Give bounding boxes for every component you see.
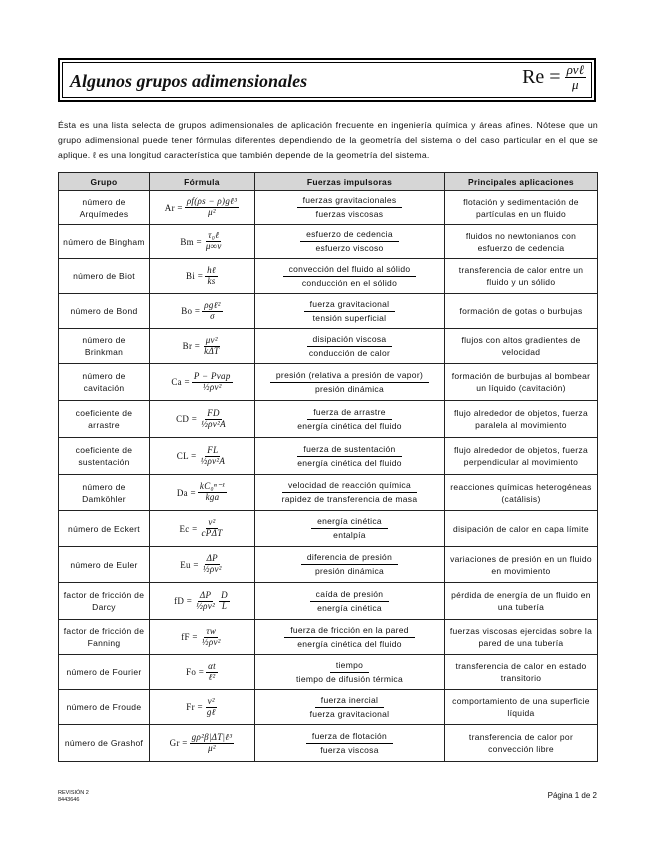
forces-denominator: entalpía	[333, 530, 366, 540]
formula-denominator: ½ρv²A	[201, 418, 226, 429]
formula-numerator: ΔP	[206, 553, 218, 564]
dimensionless-groups-table	[58, 172, 598, 762]
formula-cell	[150, 475, 255, 511]
application-cell: fluidos no newtonianos con esfuerzo de cedencia	[445, 225, 598, 259]
forces-fraction	[304, 298, 396, 325]
forces-cell	[255, 259, 445, 294]
formula-denominator: ½ρv²A	[200, 455, 226, 466]
forces-cell	[255, 511, 445, 547]
table-row	[59, 191, 598, 225]
formula-fraction	[185, 197, 239, 218]
forces-cell	[255, 191, 445, 225]
formula-fraction	[198, 446, 227, 467]
reynolds-lhs: Re =	[522, 66, 561, 89]
group-name-cell: número de Bingham	[59, 225, 150, 259]
formula-fraction	[190, 733, 235, 754]
application-cell: flujo alrededor de objetos, fuerza perpendicular al movimiento	[445, 438, 598, 475]
forces-denominator: energía cinética del fluido	[297, 420, 402, 431]
formula-fraction	[199, 409, 228, 430]
forces-cell	[255, 725, 445, 762]
formula-numerator: ΔP	[199, 589, 212, 600]
forces-denominator: energía cinética del fluido	[297, 457, 402, 468]
formula	[180, 554, 224, 575]
formula-symbol: Fo =	[186, 667, 205, 677]
application-cell: transferencia de calor entre un fluido y un sólido	[445, 259, 598, 294]
reynolds-numerator: ρvℓ	[566, 62, 584, 77]
forces-denominator: rapidez de transferencia de masa	[281, 494, 418, 504]
formula-cell	[150, 725, 255, 762]
forces-fraction	[311, 515, 388, 542]
formula-numerator: kC₀ⁿ⁻¹	[199, 481, 226, 492]
formula-symbol: Da =	[176, 487, 196, 498]
group-name-cell: número de Froude	[59, 690, 150, 725]
forces-fraction	[301, 551, 398, 578]
formula	[176, 409, 228, 430]
forces-denominator: fuerzas viscosas	[315, 209, 384, 219]
formula-numerator: FL	[207, 444, 219, 455]
forces-denominator: esfuerzo viscoso	[315, 243, 384, 253]
forces-numerator: disipación viscosa	[307, 333, 393, 347]
formula-denominator: ½ρv²	[196, 600, 216, 611]
footer-revision: REVISIÓN 2	[58, 790, 89, 796]
formula-denominator: μ²	[208, 207, 216, 217]
footer-code: 8443646	[58, 797, 80, 803]
formula-symbol: fF =	[181, 632, 198, 642]
formula-denominator: ℓ²	[208, 671, 216, 682]
table-row	[59, 225, 598, 259]
group-name-cell: número de Fourier	[59, 655, 150, 690]
application-cell: formación de burbujas al bombear un líquido (cavitación)	[445, 364, 598, 401]
forces-fraction	[294, 659, 405, 686]
forces-cell	[255, 401, 445, 438]
forces-denominator: fuerza viscosa	[320, 744, 379, 755]
formula-fraction	[192, 372, 233, 393]
formula-symbol: Ec =	[179, 523, 198, 534]
formula-symbol: Bi =	[186, 271, 204, 281]
formula	[171, 372, 232, 393]
formula-denominator: μ∞v	[205, 241, 222, 251]
reynolds-fraction	[565, 63, 586, 93]
forces-cell	[255, 438, 445, 475]
formula-numerator-2: D	[221, 589, 228, 600]
formula-numerator: τ₀ℓ	[208, 230, 220, 241]
forces-fraction	[284, 624, 415, 651]
table-row	[59, 655, 598, 690]
formula-denominator: ½ρv²	[202, 564, 222, 574]
forces-fraction	[306, 730, 393, 757]
header-fuerzas: Fuerzas impulsoras	[255, 173, 445, 191]
forces-cell	[255, 364, 445, 401]
forces-numerator: fuerza gravitacional	[304, 298, 396, 312]
forces-numerator: caída de presión	[310, 588, 390, 602]
table-row	[59, 690, 598, 725]
formula-denominator: kΔT	[204, 345, 220, 356]
formula-cell	[150, 583, 255, 620]
forces-denominator: energía cinética	[317, 602, 382, 613]
table-header-row	[59, 173, 598, 191]
formula	[186, 266, 218, 287]
forces-numerator: fuerza de arrastre	[307, 406, 392, 420]
forces-numerator: fuerzas gravitacionales	[297, 194, 403, 208]
formula-denominator: kga	[205, 492, 220, 502]
group-name-cell: número de Grashof	[59, 725, 150, 762]
header-formula: Fórmula	[150, 173, 255, 191]
formula-denominator: ks	[207, 275, 216, 286]
footer-page-number: Página 1 de 2	[547, 791, 597, 800]
group-name-cell: número de Eckert	[59, 511, 150, 547]
page-title: Algunos grupos adimensionales	[70, 71, 308, 91]
formula-cell	[150, 620, 255, 655]
formula-fraction	[201, 554, 224, 575]
formula	[170, 733, 235, 754]
application-cell: transferencia de calor por convección libre	[445, 725, 598, 762]
table-row	[59, 725, 598, 762]
formula-fraction	[194, 591, 217, 612]
application-cell: disipación de calor en capa límite	[445, 511, 598, 547]
table-row	[59, 259, 598, 294]
formula	[180, 231, 223, 252]
forces-cell	[255, 294, 445, 329]
forces-denominator: presión dinámica	[314, 383, 385, 394]
formula	[183, 336, 222, 357]
forces-numerator: fuerza de fricción en la pared	[284, 624, 415, 638]
group-name-cell: número de cavitación	[59, 364, 150, 401]
title-box	[58, 58, 596, 102]
formula-numerator: ρf(ρs − ρ)gℓ³	[186, 196, 238, 207]
formula-symbol: Ca =	[171, 377, 190, 387]
forces-numerator: velocidad de reacción química	[282, 479, 417, 493]
forces-cell	[255, 655, 445, 690]
table-row	[59, 475, 598, 511]
forces-fraction	[310, 588, 390, 615]
forces-fraction	[295, 443, 404, 470]
forces-numerator: energía cinética	[311, 515, 388, 529]
forces-denominator: energía cinética del fluido	[297, 638, 402, 649]
table-row	[59, 547, 598, 583]
formula-numerator: μv²	[205, 334, 218, 345]
formula-denominator-2: L	[221, 600, 228, 611]
formula	[174, 591, 230, 612]
intro-paragraph: Ésta es una lista selecta de grupos adimensionales de aplicación frecuente en ingeniería química y áreas afines. Nótese que un grupo adimensional puede tener fórmulas diferentes dependiendo de la geometría del sistema o del caso particular en el que se aplique. ℓ es una longitud característica que también depende de la geometría del sistema.	[58, 120, 598, 160]
formula-cell	[150, 191, 255, 225]
application-cell: flujo alrededor de objetos, fuerza paralela al movimiento	[445, 401, 598, 438]
formula-numerator: αt	[208, 660, 216, 671]
formula-numerator: v²	[208, 517, 216, 528]
forces-numerator: tiempo	[330, 659, 369, 673]
forces-denominator: tensión superficial	[312, 312, 387, 323]
application-cell: reacciones químicas heterogéneas (catálisis)	[445, 475, 598, 511]
formula-fraction	[204, 231, 224, 252]
formula-cell	[150, 401, 255, 438]
forces-denominator: conducción en el sólido	[301, 277, 398, 288]
formula-cell	[150, 690, 255, 725]
application-cell: comportamiento de una superficie líquida	[445, 690, 598, 725]
forces-numerator: esfuerzo de cedencia	[300, 228, 399, 242]
forces-numerator: fuerza inercial	[315, 694, 384, 708]
formula-numerator: v²	[207, 695, 215, 706]
group-name-cell: factor de fricción de Darcy	[59, 583, 150, 620]
formula-cell	[150, 511, 255, 547]
formula-symbol: Bm =	[180, 236, 202, 247]
forces-fraction	[270, 369, 429, 396]
forces-denominator: tiempo de difusión térmica	[295, 673, 403, 684]
formula-numerator: FD	[207, 407, 220, 418]
footer-revision-block	[58, 790, 89, 804]
header-aplicaciones: Principales aplicaciones	[445, 173, 598, 191]
formula-fraction	[202, 301, 222, 322]
formula-symbol: Bo =	[181, 306, 201, 316]
forces-denominator: presión dinámica	[314, 566, 385, 576]
formula-cell	[150, 547, 255, 583]
formula-symbol: fD =	[174, 596, 193, 606]
table-row	[59, 364, 598, 401]
application-cell: variaciones de presión en un fluido en movimiento	[445, 547, 598, 583]
table-row	[59, 511, 598, 547]
forces-cell	[255, 690, 445, 725]
formula-fraction	[202, 336, 221, 357]
forces-cell	[255, 620, 445, 655]
header-grupo: Grupo	[59, 173, 150, 191]
formula	[179, 518, 224, 539]
formula	[181, 301, 223, 322]
table-row	[59, 583, 598, 620]
application-cell: formación de gotas o burbujas	[445, 294, 598, 329]
formula-numerator: hℓ	[207, 264, 216, 275]
formula-denominator: ½ρv²	[201, 636, 221, 647]
formula-denominator: σ	[210, 310, 215, 321]
formula-cell	[150, 329, 255, 364]
formula-fraction	[200, 627, 223, 648]
formula-symbol: CD =	[176, 414, 198, 424]
forces-fraction	[307, 333, 393, 360]
forces-cell	[255, 329, 445, 364]
forces-cell	[255, 547, 445, 583]
formula-fraction	[206, 662, 218, 683]
forces-numerator: presión (relativa a presión de vapor)	[270, 369, 429, 383]
group-name-cell: número de Euler	[59, 547, 150, 583]
group-name-cell: número de Arquímedes	[59, 191, 150, 225]
reynolds-formula	[522, 63, 586, 93]
formula-symbol: Br =	[182, 341, 201, 351]
formula-denominator: gℓ	[206, 706, 216, 717]
forces-fraction	[295, 406, 404, 433]
group-name-cell: número de Damköhler	[59, 475, 150, 511]
forces-cell	[255, 583, 445, 620]
table-row	[59, 438, 598, 475]
formula-fraction	[198, 482, 227, 503]
group-name-cell: número de Brinkman	[59, 329, 150, 364]
forces-cell	[255, 475, 445, 511]
forces-numerator: fuerza de flotación	[306, 730, 393, 744]
formula-denominator: ½ρv²	[202, 381, 222, 392]
formula	[186, 662, 218, 683]
forces-fraction	[280, 479, 420, 506]
formula-denominator: cPΔT	[201, 528, 223, 538]
formula-denominator: μ²	[208, 742, 216, 753]
group-name-cell: número de Bond	[59, 294, 150, 329]
formula-symbol: Ar =	[164, 202, 183, 213]
forces-fraction	[308, 694, 392, 721]
application-cell: flotación y sedimentación de partículas en un fluido	[445, 191, 598, 225]
formula-cell	[150, 655, 255, 690]
formula	[165, 197, 239, 218]
formula	[177, 446, 227, 467]
application-cell: transferencia de calor en estado transitorio	[445, 655, 598, 690]
formula-cell	[150, 438, 255, 475]
formula-fraction	[200, 518, 225, 539]
formula-symbol: Gr =	[169, 738, 188, 748]
formula-fraction	[205, 697, 218, 718]
group-name-cell: factor de fricción de Fanning	[59, 620, 150, 655]
formula	[181, 627, 223, 648]
table-row	[59, 401, 598, 438]
table-row	[59, 294, 598, 329]
forces-denominator: fuerza gravitacional	[309, 708, 390, 719]
formula	[186, 697, 217, 718]
application-cell: fuerzas viscosas ejercidas sobre la pared de una tubería	[445, 620, 598, 655]
group-name-cell: coeficiente de sustentación	[59, 438, 150, 475]
formula-numerator: τw	[206, 625, 217, 636]
formula-numerator: ρgℓ²	[204, 299, 221, 310]
group-name-cell: coeficiente de arrastre	[59, 401, 150, 438]
forces-denominator: conducción de calor	[308, 347, 391, 358]
formula-cell	[150, 259, 255, 294]
formula-fraction-2	[219, 591, 230, 612]
formula-numerator: P − Pvap	[193, 370, 231, 381]
formula	[177, 482, 227, 503]
forces-fraction	[300, 228, 399, 255]
formula-fraction	[205, 266, 218, 287]
formula-symbol: Eu =	[180, 559, 199, 570]
formula-cell	[150, 294, 255, 329]
forces-fraction	[297, 194, 403, 221]
table-row	[59, 329, 598, 364]
formula-cell	[150, 225, 255, 259]
reynolds-denominator: μ	[572, 77, 579, 93]
application-cell: pérdida de energía de un fluido en una tubería	[445, 583, 598, 620]
table-row	[59, 620, 598, 655]
group-name-cell: número de Biot	[59, 259, 150, 294]
forces-numerator: diferencia de presión	[301, 551, 398, 565]
table-body	[59, 191, 598, 762]
formula-numerator: gρ²β|ΔT|ℓ³	[191, 731, 233, 742]
forces-numerator: convección del fluido al sólido	[283, 263, 417, 277]
formula-symbol: CL =	[176, 451, 197, 461]
application-cell: flujos con altos gradientes de velocidad	[445, 329, 598, 364]
formula-cell	[150, 364, 255, 401]
forces-cell	[255, 225, 445, 259]
forces-fraction	[283, 263, 417, 290]
forces-numerator: fuerza de sustentación	[297, 443, 401, 457]
formula-symbol: Fr =	[186, 702, 203, 712]
